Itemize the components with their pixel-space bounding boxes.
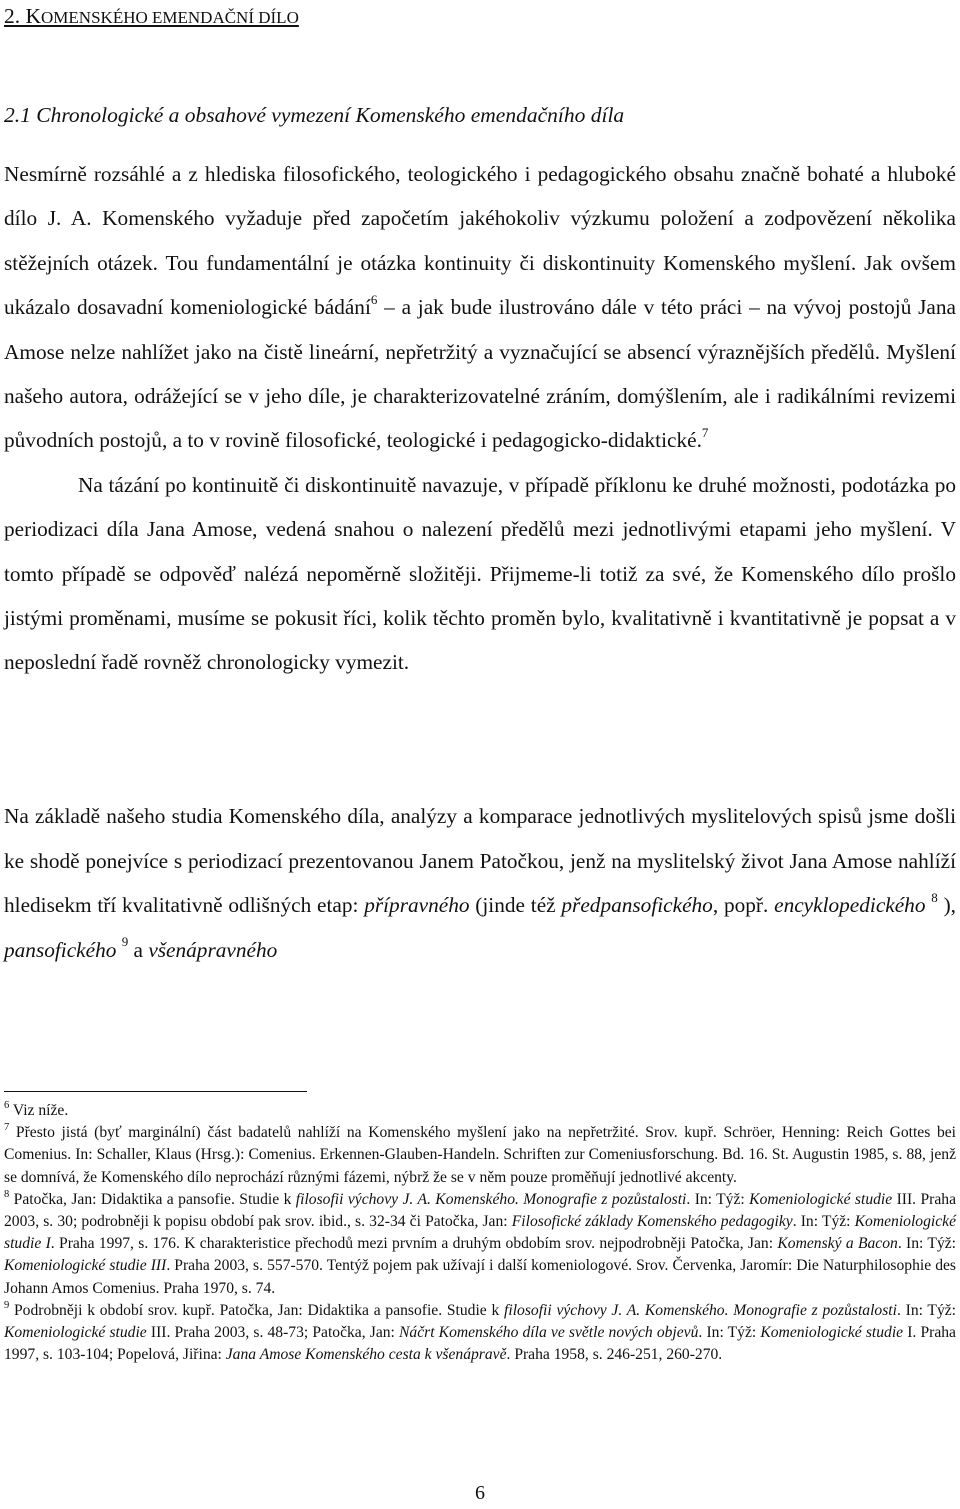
section-heading: 2.1 Chronologické a obsahové vymezení Komenského emendačního díla <box>4 103 625 127</box>
footnote-separator <box>4 1091 307 1092</box>
paragraph-text: Na základě našeho studia Komenského díla, analýzy a komparace jednotlivých myslitelových spisů jsme došli ke shodě ponejvíce s periodizací prezentovanou Janem Patočkou, jenž na myslitelský život Jana Amose nahlíží hledisekm tří kvalitativně odlišných etap: <box>4 804 956 917</box>
footnote-text: III. Praha 2003, s. 30; podrobněji k popisu období pak srov. ibid., s. 32-34 či Patočka, Jan: <box>4 1190 956 1231</box>
body-paragraph-1 <box>4 152 956 685</box>
footnote-ref-9[interactable]: 9 <box>121 934 129 950</box>
chapter-number: 2. <box>4 4 26 28</box>
chapter-title-initial: K <box>25 4 42 28</box>
footnote-text: . In: Týž: <box>897 1235 957 1253</box>
footnote-7 <box>4 1122 956 1189</box>
footnote-text: . In: Týž: <box>686 1190 750 1208</box>
footnote-text: Viz níže. <box>9 1102 69 1119</box>
paragraph-text: Nesmírně rozsáhlé a z hlediska filosofického, teologického i pedagogického obsahu značně bohaté a hluboké dílo J. A. Komenského vyžaduje před započetím jakéhokoliv výzkumu položení a zodpovězení několika stěžejních otázek. Tou fundamentální je otázka kontinuity či diskontinuity Komenského myšlení. Jak ovšem ukázalo dosavadní komeniologické bádání <box>4 162 956 320</box>
paragraph-text: Na tázání po kontinuitě či diskontinuitě navazuje, v případě příklonu ke druhé možnosti, podotázka po periodizaci díla Jana Amose, vedená snahou o nalezení předělů mezi jednotlivými etapami jeho myšlení. V tomto případě se odpověď nalézá nepoměrně složitěji. Přijmeme-li totiž za své, že Komenského dílo prošlo jistými proměnami, musíme se pokusit říci, kolik těchto proměn bylo, kvalitativně i kvantitativně je popsat a v neposlední řadě rovněž chronologicky vymezit. <box>4 472 956 675</box>
footnote-text: III. Praha 2003, s. 48-73; Patočka, Jan: <box>146 1324 400 1342</box>
footnote-text: I. Praha 1997, s. 103-104; Popelová, Jiřina: <box>4 1324 956 1364</box>
footnote-text: . In: Týž: <box>698 1324 761 1342</box>
emphasis-term: pansofického <box>4 937 117 962</box>
footnote-title: Filosofické základy Komenského pedagogiky <box>511 1213 793 1231</box>
footnote-ref-8[interactable]: 8 <box>931 889 938 905</box>
footnote-text: . Praha 2003, s. 557-570. Tentýž pojem pak užívají i další komeniologové. Srov. Červenka, Jaromír: Die Naturphilosophie des Johann Amos Comenius. Praha 1970, s. 74. <box>4 1257 956 1297</box>
footnote-text: . In: Týž: <box>896 1301 956 1319</box>
emphasis-term: encyklopedického <box>774 893 926 917</box>
emphasis-term: předpansofického <box>561 893 713 917</box>
footnote-text: . Praha 1958, s. 246-251, 260-270. <box>506 1346 723 1364</box>
footnote-title: filosofii výchovy J. A. Komenského. Monografie z pozůstalosti <box>295 1190 687 1208</box>
footnote-text: . In: Týž: <box>792 1213 855 1231</box>
footnote-6 <box>4 1100 956 1122</box>
footnote-title: Komeniologické studie <box>749 1190 893 1208</box>
footnote-text: Přesto jistá (byť marginální) část badatelů nahlíží na Komenského myšlení jako na nepřetržité. Srov. kupř. Schröer, Henning: Reich Gottes bei Comenius. In: Schaller, Klaus (Hrsg.): Comenius. Erkennen-Glauben-Handeln. Schriften zur Comeniusforschung. Bd. 16. St. Augustin 1985, s. 88, jenž se domnívá, že Komenského dílo neprochází různými fázemi, nýbrž že se v něm pouze proměňují jednotlivé akcenty. <box>4 1124 956 1186</box>
footnote-title: Komeniologické studie <box>4 1324 147 1342</box>
paragraph-text: ), <box>937 893 957 917</box>
footnote-number: 6 <box>4 1099 10 1111</box>
chapter-title-rest: OMENSKÉHO EMENDAČNÍ DÍLO <box>41 8 299 27</box>
footnote-ref-7[interactable]: 7 <box>701 425 709 441</box>
footnote-ref-6[interactable]: 6 <box>370 292 378 308</box>
footnote-text: Podrobněji k období srov. kupř. Patočka, Jan: Didaktika a pansofie. Studie k <box>9 1301 505 1319</box>
paragraph-text: , popř. <box>712 893 775 917</box>
footnote-title: Komeniologické studie III <box>4 1257 167 1275</box>
footnote-title: Komeniologické studie I <box>4 1213 956 1253</box>
footnote-8 <box>4 1189 956 1300</box>
footnote-9 <box>4 1300 956 1367</box>
chapter-heading <box>4 2 954 32</box>
footnote-number: 9 <box>4 1299 10 1311</box>
footnote-title: Komeniologické studie <box>760 1324 904 1342</box>
footnotes <box>4 1100 956 1366</box>
emphasis-term: přípravného <box>364 893 470 917</box>
footnote-title: Komenský a Bacon <box>777 1235 898 1253</box>
footnote-number: 8 <box>4 1188 10 1200</box>
footnote-title: Jana Amose Komenského cesta k všenápravě <box>225 1346 507 1364</box>
emphasis-term: všenápravného <box>148 937 278 962</box>
page-number: 6 <box>475 1482 485 1504</box>
body-paragraph-2 <box>4 794 956 972</box>
footnote-title: filosofii výchovy J. A. Komenského. Monografie z pozůstalosti <box>504 1301 897 1319</box>
paragraph-text: – a jak bude ilustrováno dále v této práci – na vývoj postojů Jana Amose nelze nahlížet jako na čistě lineární, nepřetržitý a vyznačující se absencí výraznějších předělů. Myšlení našeho autora, odrážející se v jeho díle, je charakterizovatelné zráním, domýšlením, ale i radikálními revizemi původních postojů, a to v rovině filosofické, teologické i pedagogicko-didaktické. <box>4 295 956 453</box>
footnote-text: Patočka, Jan: Didaktika a pansofie. Studie k <box>9 1190 296 1208</box>
footnote-number: 7 <box>4 1122 10 1134</box>
paragraph-text: a <box>128 937 149 962</box>
footnote-text: . Praha 1997, s. 176. K charakteristice přechodů mezi prvním a druhým obdobím srov. nejpodrobněji Patočka, Jan: <box>50 1235 778 1253</box>
paragraph-text: (jinde též <box>469 893 562 917</box>
footnote-title: Náčrt Komenského díla ve světle nových objevů <box>399 1324 699 1342</box>
